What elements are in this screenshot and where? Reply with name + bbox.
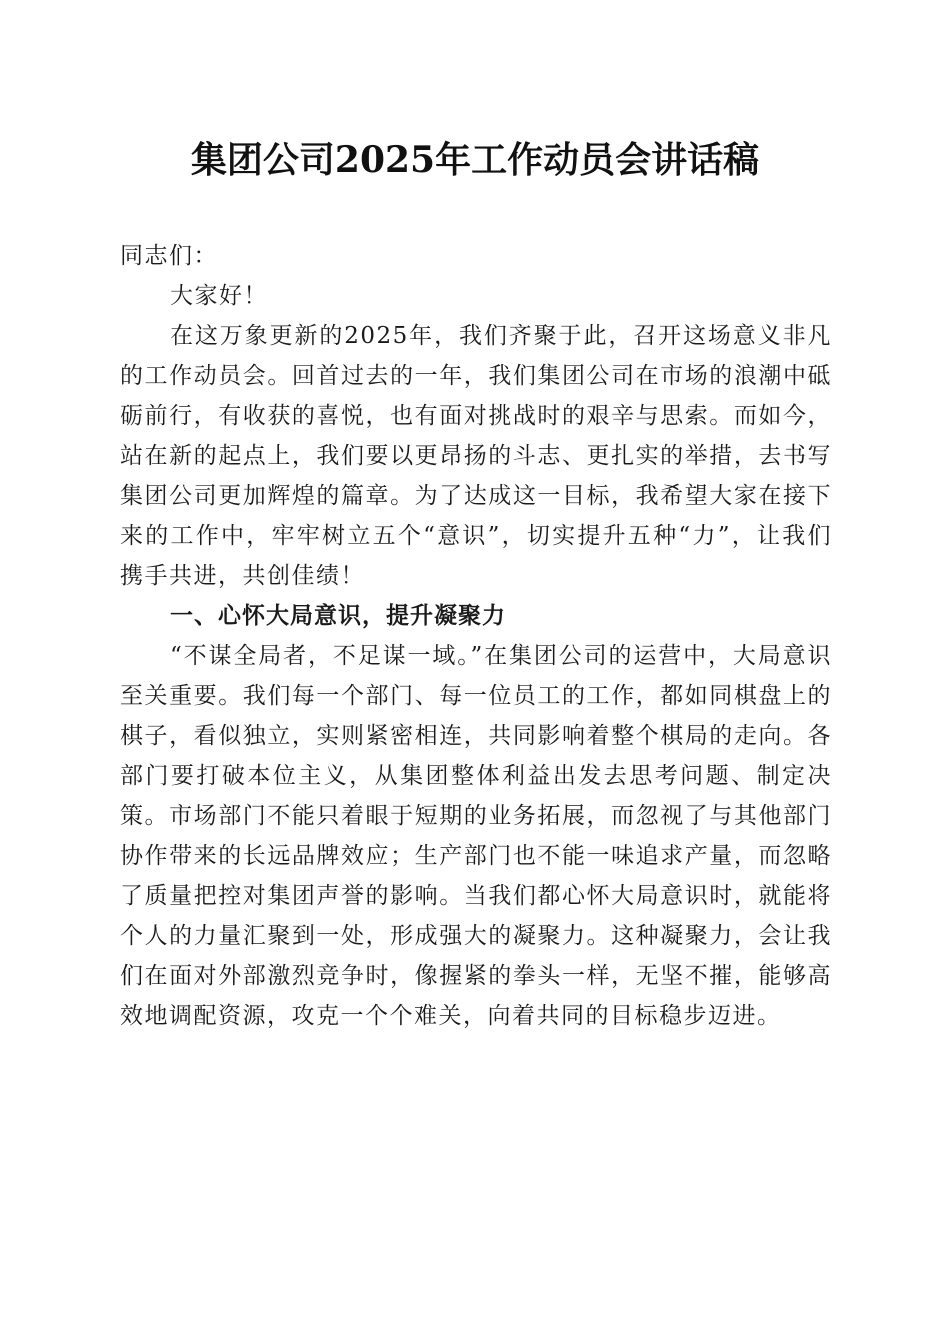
document-title: 集团公司2025年工作动员会讲话稿: [190, 139, 760, 181]
section-heading: 一、心怀大局意识，提升凝聚力: [170, 603, 506, 629]
intro-paragraph: 在这万象更新的2025年，我们齐聚于此，召开这场意义非凡的工作动员会。回首过去的一年，我们集团公司在市场的浪潮中砥砺前行，有收获的喜悦，也有面对挑战时的艰辛与思索。而如今，站在新的起点上，我们要以更昂扬的斗志、更扎实的举措，去书写集团公司更加辉煌的篇章。为了达成这一目标，我希望大家在接下来的工作中，牢牢树立五个“意识”，切实提升五种“力”，让我们携手共进，共创佳绩！: [120, 323, 832, 589]
greeting: 大家好！: [170, 283, 268, 309]
section-paragraph: “不谋全局者，不足谋一域。”在集团公司的运营中，大局意识至关重要。我们每一个部门、每一位员工的工作，都如同棋盘上的棋子，看似独立，实则紧密相连，共同影响着整个棋局的走向。各部门要打破本位主义，从集团整体利益出发去思考问题、制定决策。市场部门不能只着眼于短期的业务拓展，而忽视了与其他部门协作带来的长远品牌效应；生产部门也不能一味追求产量，而忽略了质量把控对集团声誉的影响。当我们都心怀大局意识时，就能将个人的力量汇聚到一处，形成强大的凝聚力。这种凝聚力，会让我们在面对外部激烈竞争时，像握紧的拳头一样，无坚不摧，能够高效地调配资源，攻克一个个难关，向着共同的目标稳步迈进。: [120, 643, 832, 1029]
salutation: 同志们：: [120, 243, 218, 269]
document-body: [120, 236, 832, 1036]
